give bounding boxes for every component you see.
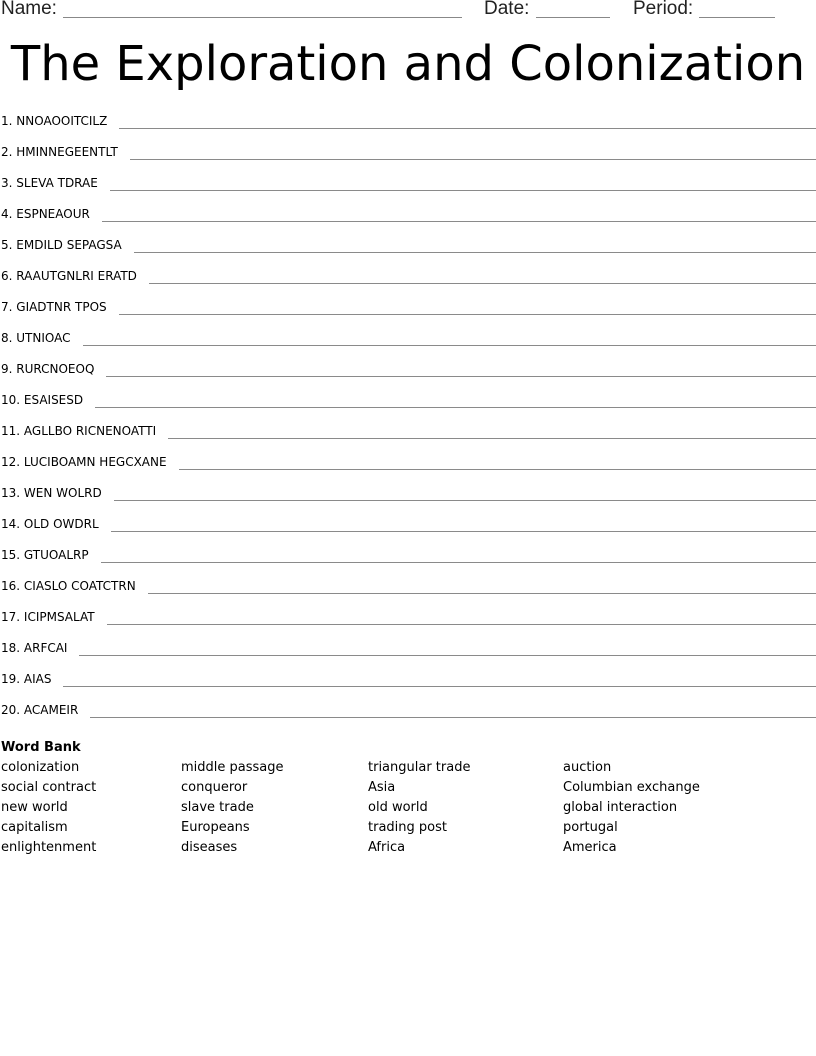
answer-line[interactable]	[83, 345, 816, 346]
word-bank-item: conqueror	[181, 780, 248, 795]
answer-line[interactable]	[148, 593, 816, 594]
word-bank-item: America	[563, 840, 617, 855]
answer-line[interactable]	[114, 500, 816, 501]
word-bank-item: social contract	[1, 780, 97, 795]
answer-line[interactable]	[101, 562, 816, 563]
question-row	[0, 667, 816, 698]
word-bank-item: capitalism	[1, 820, 68, 835]
question-row	[0, 698, 816, 729]
word-bank-title: Word Bank	[1, 740, 81, 755]
date-field[interactable]	[536, 17, 610, 18]
name-label: Name:	[1, 0, 57, 19]
answer-line[interactable]	[63, 686, 816, 687]
answer-line[interactable]	[134, 252, 816, 253]
question-list	[0, 109, 816, 729]
word-bank-item: Africa	[368, 840, 406, 855]
word-bank-column	[563, 758, 700, 858]
question-row	[0, 295, 816, 326]
word-bank-item: triangular trade	[368, 760, 471, 775]
scrambled-word: 20. ACAMEIR	[1, 703, 79, 717]
question-row	[0, 109, 816, 140]
answer-line[interactable]	[95, 407, 816, 408]
word-bank-column	[368, 758, 470, 858]
scrambled-word: 11. AGLLBO RICNENOATTI	[1, 424, 157, 438]
question-row	[0, 636, 816, 667]
question-row	[0, 326, 816, 357]
scrambled-word: 18. ARFCAI	[1, 641, 68, 655]
answer-line[interactable]	[110, 190, 816, 191]
answer-line[interactable]	[119, 314, 816, 315]
answer-line[interactable]	[130, 159, 816, 160]
period-field[interactable]	[699, 17, 775, 18]
answer-line[interactable]	[107, 624, 816, 625]
question-row	[0, 140, 816, 171]
word-bank-item: old world	[368, 800, 428, 815]
word-bank-item: middle passage	[181, 760, 284, 775]
word-bank-item: diseases	[181, 840, 238, 855]
scrambled-word: 12. LUCIBOAMN HEGCXANE	[1, 455, 167, 469]
question-row	[0, 357, 816, 388]
scrambled-word: 1. NNOAOOITCILZ	[1, 114, 108, 128]
scrambled-word: 5. EMDILD SEPAGSA	[1, 238, 122, 252]
question-row	[0, 450, 816, 481]
word-bank-item: enlightenment	[1, 840, 97, 855]
period-label: Period:	[633, 0, 694, 19]
scrambled-word: 8. UTNIOAC	[1, 331, 71, 345]
question-row	[0, 202, 816, 233]
question-row	[0, 233, 816, 264]
word-bank-grid	[0, 758, 816, 858]
word-bank-item: auction	[563, 760, 612, 775]
word-bank-item: Columbian exchange	[563, 780, 700, 795]
question-row	[0, 481, 816, 512]
answer-line[interactable]	[102, 221, 816, 222]
scrambled-word: 9. RURCNOEOQ	[1, 362, 95, 376]
question-row	[0, 543, 816, 574]
scrambled-word: 7. GIADTNR TPOS	[1, 300, 107, 314]
scrambled-word: 14. OLD OWDRL	[1, 517, 99, 531]
question-row	[0, 388, 816, 419]
answer-line[interactable]	[149, 283, 816, 284]
scrambled-word: 2. HMINNEGEENTLT	[1, 145, 118, 159]
name-field[interactable]	[63, 17, 462, 18]
question-row	[0, 171, 816, 202]
scrambled-word: 19. AIAS	[1, 672, 52, 686]
date-label: Date:	[484, 0, 530, 19]
answer-line[interactable]	[106, 376, 816, 377]
word-bank-item: portugal	[563, 820, 618, 835]
worksheet-header	[0, 0, 816, 24]
answer-line[interactable]	[111, 531, 816, 532]
scrambled-word: 13. WEN WOLRD	[1, 486, 102, 500]
question-row	[0, 605, 816, 636]
word-bank-column	[1, 758, 96, 858]
word-bank	[0, 738, 816, 858]
scrambled-word: 4. ESPNEAOUR	[1, 207, 90, 221]
word-bank-column	[181, 758, 284, 858]
question-row	[0, 574, 816, 605]
answer-line[interactable]	[119, 128, 816, 129]
question-row	[0, 419, 816, 450]
word-bank-item: global interaction	[563, 800, 678, 815]
scrambled-word: 6. RAAUTGNLRI ERATD	[1, 269, 137, 283]
word-bank-item: Europeans	[181, 820, 250, 835]
scrambled-word: 3. SLEVA TDRAE	[1, 176, 98, 190]
scrambled-word: 17. ICIPMSALAT	[1, 610, 95, 624]
word-bank-item: slave trade	[181, 800, 254, 815]
answer-line[interactable]	[168, 438, 816, 439]
answer-line[interactable]	[179, 469, 816, 470]
scrambled-word: 10. ESAISESD	[1, 393, 84, 407]
word-bank-item: new world	[1, 800, 68, 815]
word-bank-item: trading post	[368, 820, 447, 835]
scrambled-word: 16. CIASLO COATCTRN	[1, 579, 136, 593]
page-title: The Exploration and Colonization	[10, 36, 806, 92]
scrambled-word: 15. GTUOALRP	[1, 548, 89, 562]
word-bank-item: Asia	[368, 780, 396, 795]
question-row	[0, 264, 816, 295]
answer-line[interactable]	[90, 717, 816, 718]
word-bank-item: colonization	[1, 760, 80, 775]
answer-line[interactable]	[79, 655, 816, 656]
question-row	[0, 512, 816, 543]
